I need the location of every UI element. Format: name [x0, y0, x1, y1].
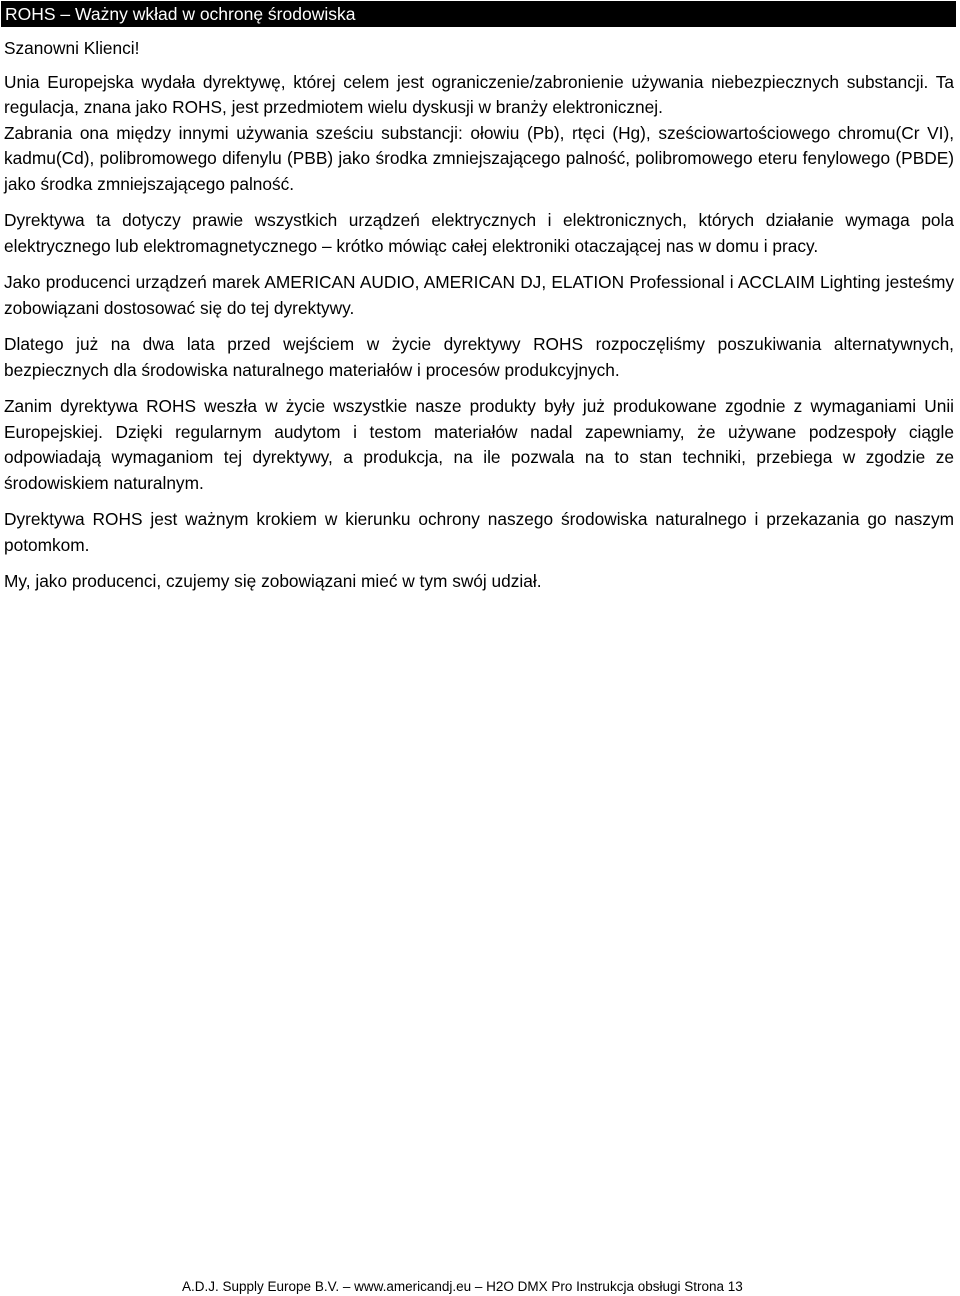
document-body	[4, 36, 954, 606]
paragraph-importance: Dyrektywa ROHS jest ważnym krokiem w kierunku ochrony naszego środowiska naturalnego i przekazania go naszym potomkom.	[4, 509, 954, 555]
page-title: ROHS – Ważny wkład w ochronę środowiska	[5, 4, 356, 24]
paragraph-compliance: Zanim dyrektywa ROHS weszła w życie wszystkie nasze produkty były już produkowane zgodnie z wymaganiami Unii Europejskiej. Dzięki regularnym audytom i testom materiałów nadal zapewniamy, że używane podzespoły ciągle odpowiadają wymaganiom tej dyrektywy, a produkcja, na ile pozwala na to stan techniki, przebiega w zgodzie ze środowiskiem naturalnym.	[4, 396, 954, 493]
paragraph-intro: Unia Europejska wydała dyrektywę, której celem jest ograniczenie/zabronienie używania niebezpiecznych substancji. Ta regulacja, znana jako ROHS, jest przedmiotem wielu dyskusji w branży elektronicznej.	[4, 71, 954, 117]
paragraph-closing: My, jako producenci, czujemy się zobowiązani mieć w tym swój udział.	[4, 571, 542, 591]
paragraph-scope: Dyrektywa ta dotyczy prawie wszystkich urządzeń elektrycznych i elektronicznych, których działanie wymaga pola elektrycznego lub elektromagnetycznego – krótko mówiąc całej elektroniki otaczającej nas w domu i pracy.	[4, 210, 954, 256]
page-title-bar	[1, 1, 956, 27]
paragraph-preparation: Dlatego już na dwa lata przed wejściem w życie dyrektywy ROHS rozpoczęliśmy poszukiwania alternatywnych, bezpiecznych dla środowiska naturalnego materiałów i procesów produkcyjnych.	[4, 334, 954, 380]
page-footer: A.D.J. Supply Europe B.V. – www.americandj.eu – H2O DMX Pro Instrukcja obsługi Strona 13	[182, 1279, 743, 1294]
paragraph-substances: Zabrania ona między innymi używania sześciu substancji: ołowiu (Pb), rtęci (Hg), sześciowartościowego chromu(Cr VI), kadmu(Cd), polibromowego difenylu (PBB) jako środka zmniejszającego palność, polibromowego eteru fenylowego (PBDE) jako środka zmniejszającego palność.	[4, 122, 954, 194]
greeting: Szanowni Klienci!	[4, 38, 140, 58]
paragraph-brands: Jako producenci urządzeń marek AMERICAN AUDIO, AMERICAN DJ, ELATION Professional i ACCLAIM Lighting jesteśmy zobowiązani dostosować się do tej dyrektywy.	[4, 272, 954, 318]
